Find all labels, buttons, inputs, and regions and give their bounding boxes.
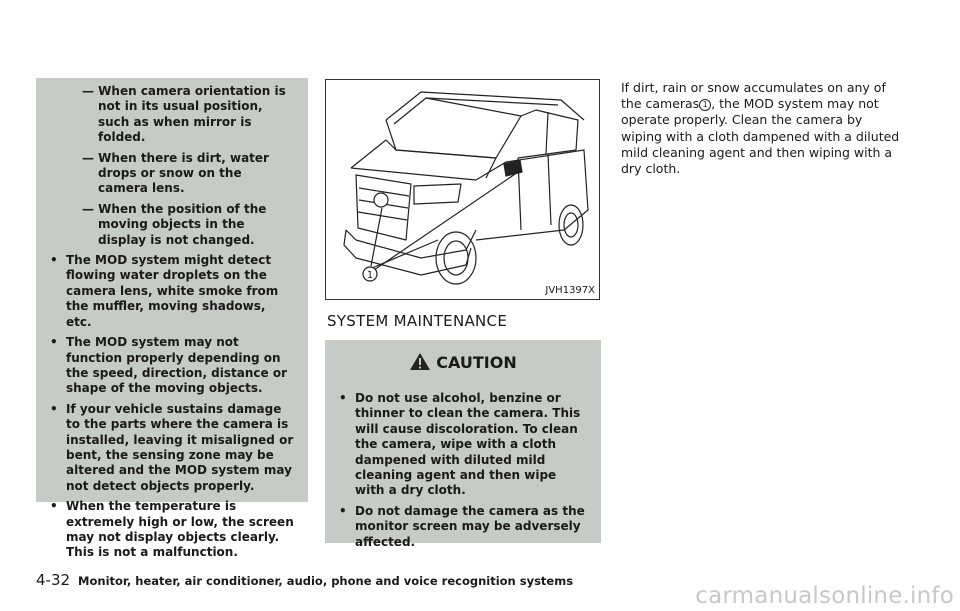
watermark: carmanualsonline.info	[695, 583, 954, 609]
warning-icon	[409, 352, 431, 375]
figure-code: JVH1397X	[545, 285, 595, 296]
note-dash: — When camera orientation is not in its usual position, such as when mirror is folded.	[82, 84, 286, 145]
paragraph-text-2: , the MOD system may not operate properly. Clean the camera by wiping with a cloth dampened with a diluted mild cleaning agent and then wiping with a dry cloth.	[621, 96, 900, 177]
bullet-glyph: •	[50, 401, 58, 416]
caution-heading	[325, 352, 601, 375]
bullet-glyph: •	[50, 499, 58, 514]
note-dash: — When the position of the moving objects in the display is not changed.	[82, 201, 267, 247]
caution-title: CAUTION	[436, 353, 517, 372]
note-bullet	[50, 499, 294, 561]
page-number: 4-32	[36, 571, 71, 589]
vehicle-illustration	[325, 79, 600, 300]
caution-panel	[325, 340, 601, 549]
notes-panel	[36, 78, 308, 560]
note-bullet-text: The MOD system may not function properly depending on the speed, direction, distance or shape of the moving objects.	[66, 335, 287, 396]
caution-bullet-text: Do not damage the camera as the monitor screen may be adversely affected.	[355, 503, 585, 549]
page-footer	[36, 571, 573, 589]
suv-drawing	[326, 80, 601, 301]
callout-number: 1	[366, 270, 374, 281]
section-title: SYSTEM MAINTENANCE	[327, 312, 508, 330]
note-bullet-text: If your vehicle sustains damage to the parts where the camera is installed, leaving it misaligned or bent, the sensing zone may be altered and the MOD system may not detect objects properly.	[66, 401, 294, 493]
bullet-glyph: •	[339, 391, 347, 405]
reference-circle: 1	[699, 99, 711, 111]
note-bullet	[50, 335, 294, 397]
maintenance-paragraph	[621, 80, 903, 177]
note-bullet-text: When the temperature is extremely high or low, the screen may not display objects clearly. This is not a malfunction.	[66, 499, 294, 560]
caution-bullet	[339, 391, 587, 499]
note-bullet-text: The MOD system might detect flowing water droplets on the camera lens, white smoke from the muffler, moving shadows, etc.	[66, 253, 279, 329]
caution-bullet	[339, 504, 587, 550]
bullet-glyph: •	[50, 335, 58, 350]
bullet-glyph: •	[339, 503, 347, 518]
bullet-glyph: •	[50, 253, 58, 268]
chapter-title: Monitor, heater, air conditioner, audio, phone and voice recognition systems	[78, 574, 574, 588]
caution-bullet-text: Do not use alcohol, benzine or thinner to clean the camera. This will cause discoloration. To clean the camera, wipe with a cloth dampened with diluted mild cleaning agent and then wipe with a dry cloth.	[355, 391, 581, 498]
note-bullet	[50, 402, 294, 494]
note-bullet	[50, 253, 294, 330]
note-dash: — When there is dirt, water drops or snow on the camera lens.	[82, 150, 269, 196]
paragraph-text-1: If dirt, rain or snow accumulates on any of the cameras	[621, 80, 886, 112]
